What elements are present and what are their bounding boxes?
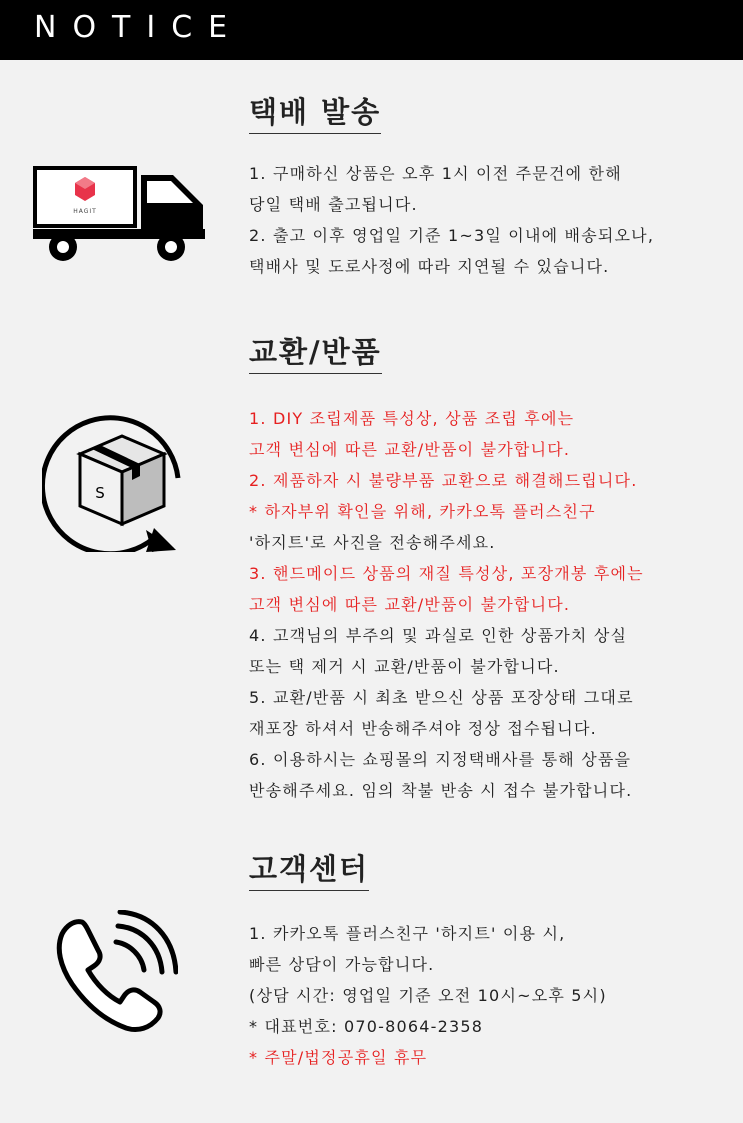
truck-logo-text: HAGIT	[73, 208, 97, 215]
list-item: 택배사 및 도로사정에 따라 지연될 수 있습니다.	[249, 257, 610, 276]
list-item: 6. 이용하시는 쇼핑몰의 지정택배사를 통해 상품을	[249, 750, 632, 769]
list-item: 1. 카카오톡 플러스친구 '하지트' 이용 시,	[249, 924, 566, 943]
list-item: 반송해주세요. 임의 착불 반송 시 접수 불가합니다.	[249, 781, 633, 800]
support-title: 고객센터	[249, 853, 369, 891]
notice-header	[0, 0, 743, 60]
delivery-truck-icon	[33, 165, 209, 265]
list-item: * 주말/법정공휴일 휴무	[249, 1048, 428, 1067]
shipping-title: 택배 발송	[249, 96, 381, 134]
return-box-icon	[42, 402, 190, 552]
list-item: 고객 변심에 따른 교환/반품이 불가합니다.	[249, 595, 571, 614]
list-item: * 대표번호: 070-8064-2358	[249, 1017, 484, 1036]
list-item: * 하자부위 확인을 위해, 카카오톡 플러스친구	[249, 502, 596, 521]
list-item: 2. 제품하자 시 불량부품 교환으로 해결해드립니다.	[249, 471, 638, 490]
list-item: 고객 변심에 따른 교환/반품이 불가합니다.	[249, 440, 571, 459]
header-title: NOTICE	[34, 10, 244, 45]
list-item: '하지트'로 사진을 전송해주세요.	[249, 533, 496, 552]
list-item: 재포장 하셔서 반송해주셔야 정상 접수됩니다.	[249, 719, 597, 738]
list-item: 당일 택배 출고됩니다.	[249, 195, 418, 214]
shipping-list	[249, 158, 654, 282]
list-item: 1. 구매하신 상품은 오후 1시 이전 주문건에 한해	[249, 164, 622, 183]
exchange-list	[249, 403, 644, 806]
list-item: 4. 고객님의 부주의 및 과실로 인한 상품가치 상실	[249, 626, 628, 645]
list-item: 빠른 상담이 가능합니다.	[249, 955, 435, 974]
box-label: S	[95, 484, 105, 502]
list-item: 2. 출고 이후 영업일 기준 1~3일 이내에 배송되오나,	[249, 226, 655, 245]
support-list	[249, 918, 607, 1073]
list-item: 3. 핸드메이드 상품의 재질 특성상, 포장개봉 후에는	[249, 564, 644, 583]
phone-call-icon	[54, 910, 178, 1034]
list-item: 1. DIY 조립제품 특성상, 상품 조립 후에는	[249, 409, 575, 428]
exchange-title: 교환/반품	[249, 336, 382, 374]
list-item: 5. 교환/반품 시 최초 받으신 상품 포장상태 그대로	[249, 688, 634, 707]
list-item: (상담 시간: 영업일 기준 오전 10시~오후 5시)	[249, 986, 607, 1005]
list-item: 또는 택 제거 시 교환/반품이 불가합니다.	[249, 657, 560, 676]
